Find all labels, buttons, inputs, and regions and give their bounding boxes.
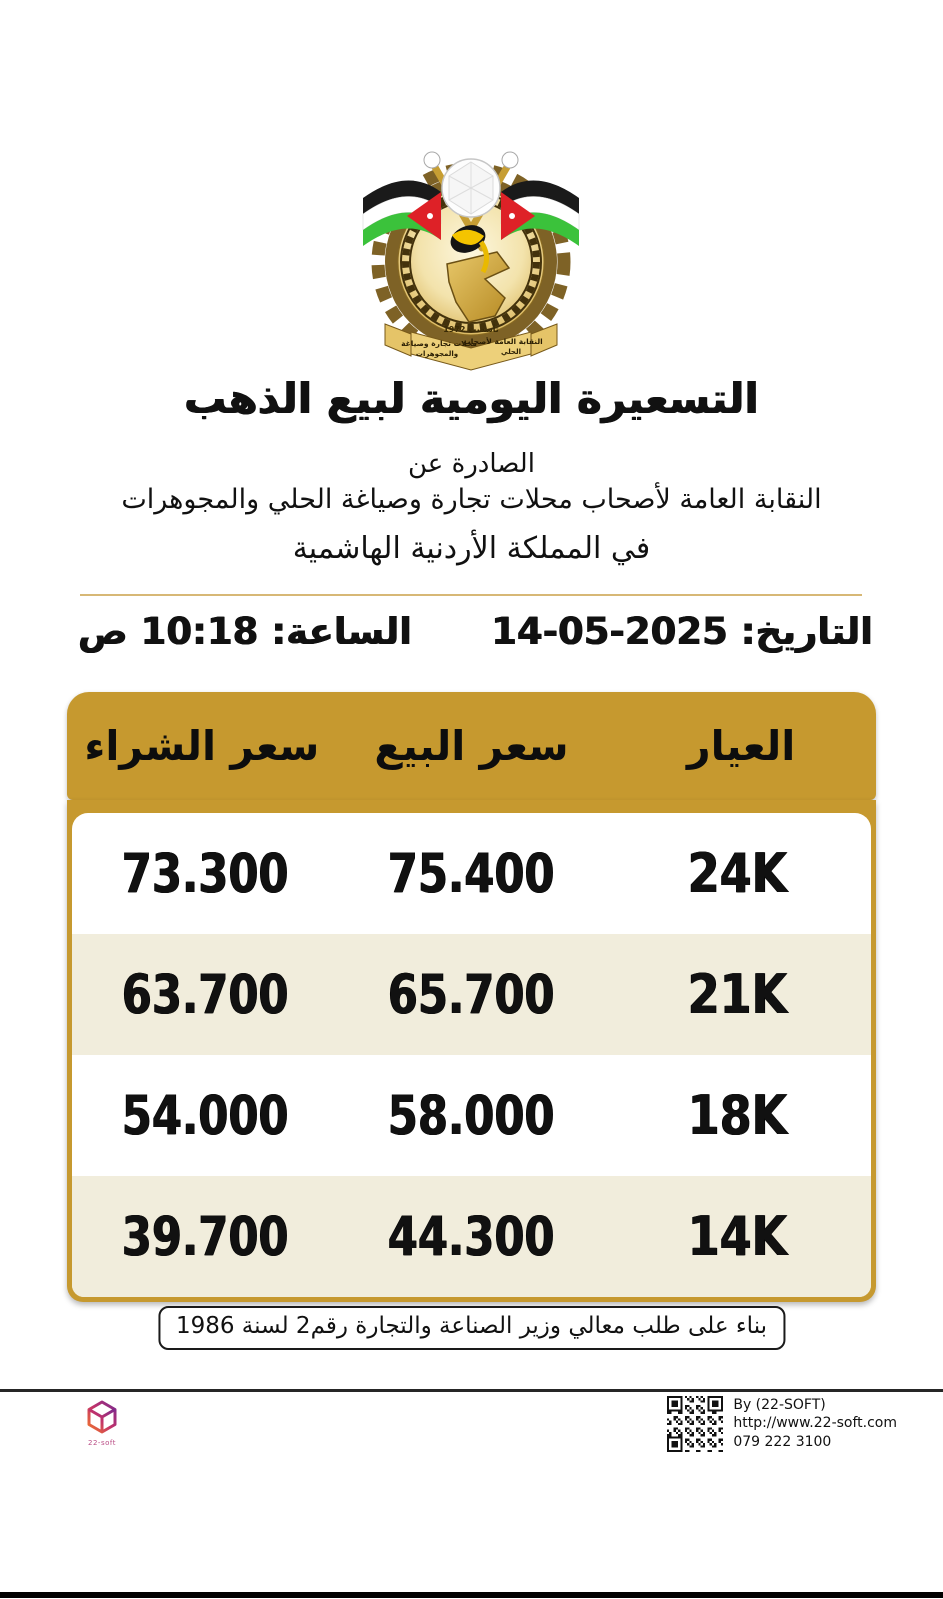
footer-divider-line bbox=[0, 1389, 943, 1392]
sell-price: 44.300 bbox=[388, 1204, 555, 1268]
vendor-logo-block bbox=[80, 1399, 124, 1447]
time-value: 10:18 ص bbox=[78, 610, 259, 653]
date-label: التاريخ: bbox=[740, 610, 873, 653]
syndicate-name-line: النقابة العامة لأصحاب محلات تجارة وصياغة الحلي والمجوهرات bbox=[121, 484, 822, 515]
vendor-phone: 079 222 3100 bbox=[733, 1433, 832, 1450]
page-title: التسعيرة اليومية لبيع الذهب bbox=[184, 374, 759, 423]
price-table-body bbox=[67, 800, 876, 1302]
regulation-note: بناء على طلب معالي وزير الصناعة والتجارة رقم2 لسنة 1986 bbox=[158, 1306, 785, 1350]
kingdom-line: في المملكة الأردنية الهاشمية bbox=[292, 531, 651, 566]
table-row-24k bbox=[72, 813, 871, 934]
col-header-karat: العيار bbox=[687, 722, 796, 770]
vendor-info-block bbox=[667, 1396, 897, 1452]
table-row-21k bbox=[72, 934, 871, 1055]
col-header-sell: سعر البيع bbox=[374, 722, 569, 770]
price-rows-card bbox=[72, 813, 871, 1297]
vendor-contact-text bbox=[733, 1396, 897, 1451]
vendor-url: http://www.22-soft.com bbox=[733, 1415, 897, 1432]
buy-price: 63.700 bbox=[121, 962, 289, 1026]
vendor-logo-caption: 22-soft bbox=[88, 1439, 116, 1447]
karat-value: 14K bbox=[688, 1204, 788, 1268]
col-header-buy: سعر الشراء bbox=[84, 722, 320, 770]
sell-price: 75.400 bbox=[388, 841, 555, 905]
karat-value: 24K bbox=[688, 841, 788, 905]
buy-price: 73.300 bbox=[121, 841, 289, 905]
date-value: 14-05-2025 bbox=[491, 610, 728, 653]
buy-price: 39.700 bbox=[121, 1204, 289, 1268]
karat-value: 18K bbox=[688, 1083, 788, 1147]
date-field bbox=[491, 610, 873, 653]
ribbon-text-right-2: الحلي bbox=[500, 348, 522, 356]
time-label: الساعة: bbox=[271, 610, 412, 653]
table-row-18k bbox=[72, 1055, 871, 1176]
diamond-gem bbox=[442, 159, 500, 217]
price-table-header bbox=[67, 692, 876, 800]
vendor-cube-icon bbox=[83, 1399, 121, 1435]
issued-by-line: الصادرة عن bbox=[408, 449, 535, 479]
ribbon-text-right-1: النقابة العامة لأصحاب bbox=[463, 337, 543, 346]
syndicate-emblem-graphic bbox=[351, 132, 591, 380]
bottom-edge-bar bbox=[0, 1592, 943, 1598]
ribbon-text-left-2: والمجوهرات bbox=[415, 350, 459, 358]
qr-code bbox=[667, 1396, 723, 1452]
table-row-14k bbox=[72, 1176, 871, 1297]
time-field bbox=[78, 610, 412, 653]
date-time-row bbox=[0, 610, 943, 653]
gold-divider-line bbox=[80, 594, 862, 596]
vendor-by-line: By (22-SOFT) bbox=[733, 1397, 826, 1413]
syndicate-emblem bbox=[351, 132, 591, 380]
karat-value: 21K bbox=[688, 962, 788, 1026]
established-year-label: تأسست 1972 bbox=[443, 325, 499, 334]
sell-price: 65.700 bbox=[388, 962, 555, 1026]
sell-price: 58.000 bbox=[388, 1083, 555, 1147]
buy-price: 54.000 bbox=[121, 1083, 289, 1147]
ribbon-text-left-1: محلات تجارة وصياغة bbox=[401, 339, 477, 348]
